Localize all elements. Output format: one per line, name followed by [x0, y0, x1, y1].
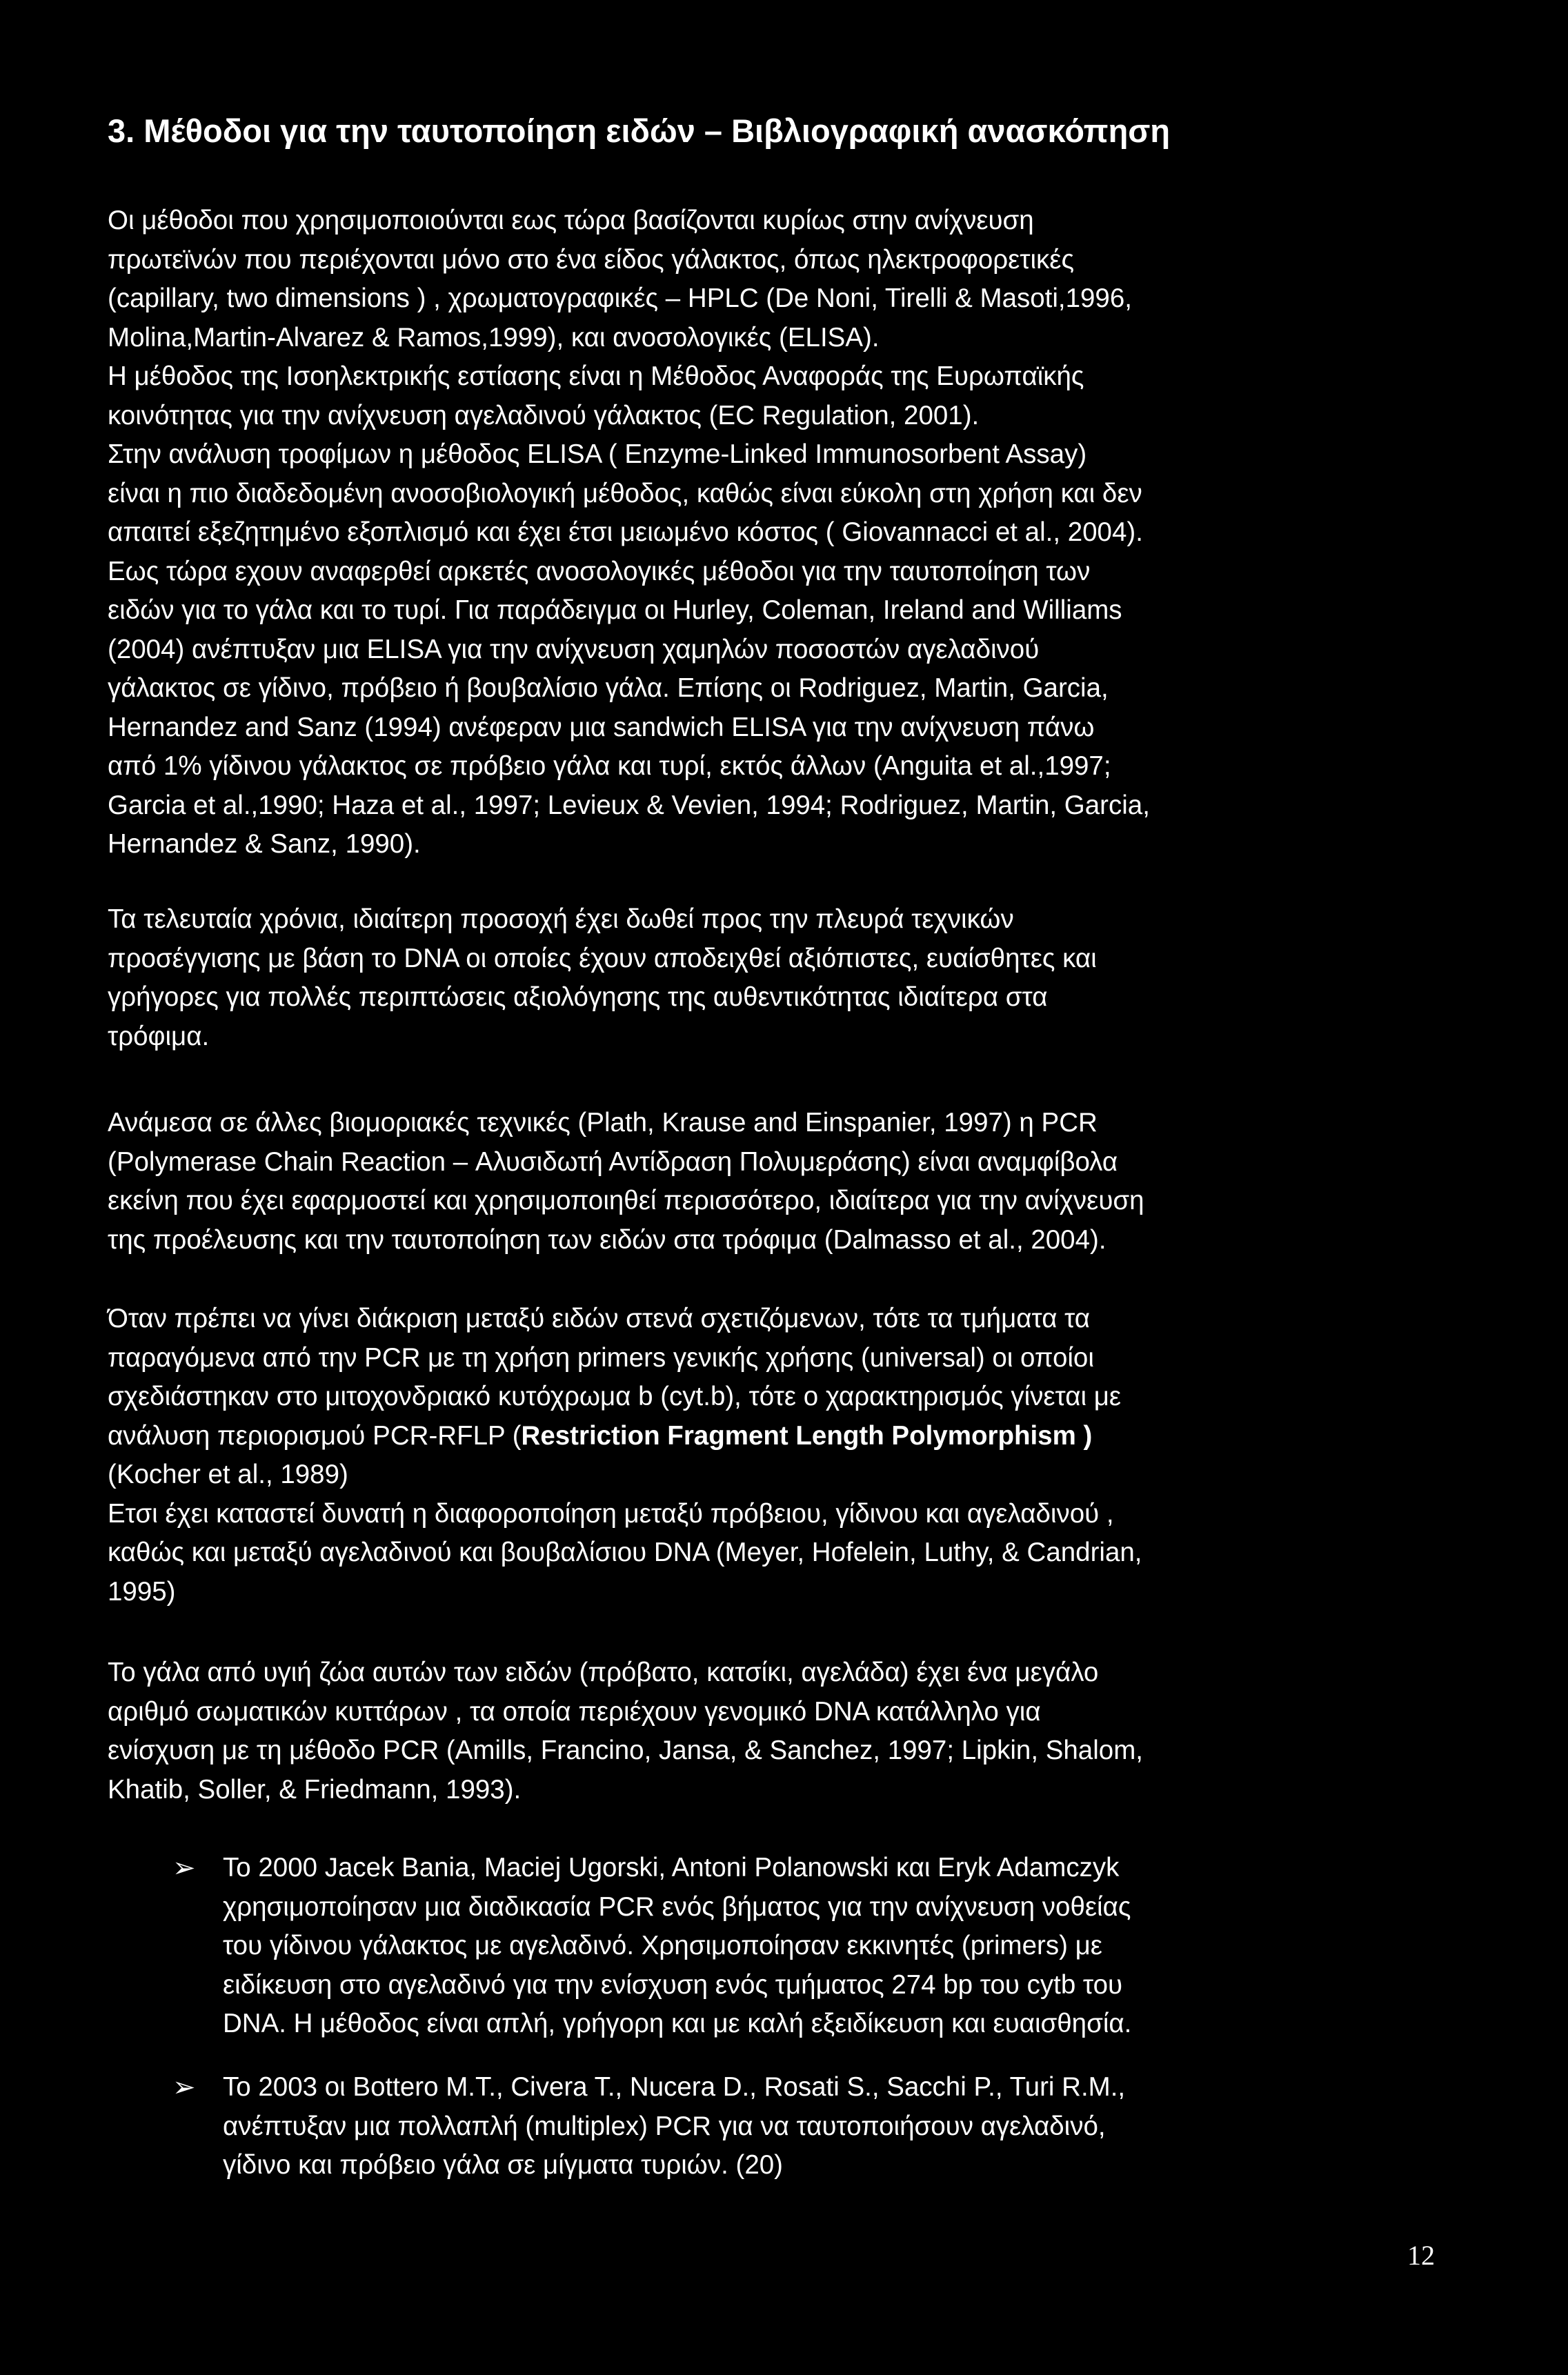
paragraph-line: 1995)	[108, 1576, 176, 1607]
paragraph-line: Ανάμεσα σε άλλες βιομοριακές τεχνικές (Plath, Krause and Einspanier, 1997) η PCR	[108, 1108, 1098, 1137]
paragraph-1	[108, 201, 1440, 864]
paragraph-line: σχεδιάστηκαν στο μιτοχονδριακό κυτόχρωμα b (cyt.b), τότε ο χαρακτηρισμός γίνεται με	[108, 1382, 1122, 1411]
bullet-item-1	[223, 1849, 1440, 2044]
bullet-item-2	[223, 2068, 1440, 2185]
paragraph-line: Εως τώρα εχουν αναφερθεί αρκετές ανοσολογικές μέθοδοι για την ταυτοποίηση των	[108, 556, 1091, 586]
paragraph-line: είναι η πιο διαδεδομένη ανοσοβιολογική μέθοδος, καθώς είναι εύκολη στη χρήση και δεν	[108, 478, 1142, 508]
paragraph-line: (2004) ανέπτυξαν μια ELISA για την ανίχνευση χαμηλών ποσοστών αγελαδινού	[108, 634, 1040, 664]
line-prefix: ανάλυση περιορισμού PCR-RFLP (	[108, 1420, 522, 1451]
paragraph-line: Τα τελευταία χρόνια, ιδιαίτερη προσοχή έχει δωθεί προς την πλευρά τεχνικών	[108, 904, 1014, 934]
paragraph-4	[108, 1300, 1440, 1611]
paragraph-line	[108, 1417, 1440, 1456]
paragraph-line: τρόφιμα.	[108, 1021, 210, 1051]
paragraph-line: παραγόμενα από την PCR με τη χρήση primers γενικής χρήσης (universal) οι οποίοι	[108, 1342, 1094, 1373]
paragraph-line: της προέλευσης και την ταυτοποίηση των ειδών στα τρόφιμα (Dalmasso et al., 2004).	[108, 1224, 1106, 1255]
paragraph-2	[108, 900, 1440, 1056]
section-heading: 3. Μέθοδοι για την ταυτοποίηση ειδών – Βιβλιογραφική ανασκόπηση	[108, 112, 1171, 149]
arrow-bullet-icon: ➢	[172, 2071, 196, 2103]
paragraph-line: καθώς και μεταξύ αγελαδινού και βουβαλίσιου DNA (Meyer, Hofelein, Luthy, & Candrian,	[108, 1538, 1142, 1567]
bullet-line: Το 2003 οι Bottero M.T., Civera T., Nucera D., Rosati S., Sacchi P., Turi R.M.,	[223, 2072, 1126, 2102]
paragraph-line: γρήγορες για πολλές περιπτώσεις αξιολόγησης της αυθεντικότητας ιδιαίτερα στα	[108, 982, 1048, 1012]
paragraph-line: πρωτεϊνών που περιέχονται μόνο στο ένα είδος γάλακτος, όπως ηλεκτροφορετικές	[108, 244, 1075, 275]
paragraph-line: Hernandez and Sanz (1994) ανέφεραν μια sandwich ELISA για την ανίχνευση πάνω	[108, 712, 1095, 742]
paragraph-line: Khatib, Soller, & Friedmann, 1993).	[108, 1774, 522, 1805]
bullet-line: ειδίκευση στο αγελαδινό για την ενίσχυση ενός τμήματος 274 bp του cytb του	[223, 1969, 1123, 2000]
paragraph-line: Όταν πρέπει να γίνει διάκριση μεταξύ ειδών στενά σχετιζόμενων, τότε τα τμήματα τα	[108, 1304, 1091, 1333]
bullet-line: DNA. Η μέθοδος είναι απλή, γρήγορη και με καλή εξειδίκευση και ευαισθησία.	[223, 2009, 1132, 2038]
paragraph-line: (Kocher et al., 1989)	[108, 1460, 348, 1489]
paragraph-line: Η μέθοδος της Ισοηλεκτρικής εστίασης είναι η Μέθοδος Αναφοράς της Ευρωπαϊκής	[108, 361, 1084, 391]
paragraph-line: Molina,Martin-Alvarez & Ramos,1999), και ανοσολογικές (ELISA).	[108, 322, 880, 352]
paragraph-line: ειδών για το γάλα και το τυρί. Για παράδειγμα οι Hurley, Coleman, Ireland and Williams	[108, 595, 1122, 625]
paragraph-line: Στην ανάλυση τροφίμων η μέθοδος ELISA ( Enzyme-Linked Immunosorbent Assay)	[108, 439, 1087, 469]
page-number: 12	[1407, 2240, 1435, 2271]
paragraph-line: από 1% γίδινου γάλακτος σε πρόβειο γάλα και τυρί, εκτός άλλων (Anguita et al.,1997;	[108, 751, 1111, 781]
paragraph-line: αριθμό σωματικών κυττάρων , τα οποία περιέχουν γενομικό DNA κατάλληλο για	[108, 1696, 1041, 1727]
bullet-line: χρησιμοποίησαν μια διαδικασία PCR ενός βήματος για την ανίχνευση νοθείας	[223, 1891, 1131, 1922]
paragraph-line: Το γάλα από υγιή ζώα αυτών των ειδών (πρόβατο, κατσίκι, αγελάδα) έχει ένα μεγάλο	[108, 1658, 1099, 1687]
paragraph-3	[108, 1104, 1440, 1260]
bold-term: Restriction Fragment Length Polymorphism )	[521, 1420, 1093, 1451]
bullet-line: γίδινο και πρόβειο γάλα σε μίγματα τυριών. (20)	[223, 2150, 783, 2180]
paragraph-line: Garcia et al.,1990; Haza et al., 1997; Levieux & Vevien, 1994; Rodriguez, Martin, Garcia,	[108, 790, 1150, 820]
paragraph-line: Hernandez & Sanz, 1990).	[108, 829, 421, 859]
bullet-line: ανέπτυξαν μια πολλαπλή (multiplex) PCR για να ταυτοποιήσουν αγελαδινό,	[223, 2111, 1106, 2141]
paragraph-line: Οι μέθοδοι που χρησιμοποιούνται εως τώρα βασίζονται κυρίως στην ανίχνευση	[108, 206, 1034, 235]
paragraph-line: (Polymerase Chain Reaction – Αλυσιδωτή Αντίδραση Πολυμεράσης) είναι αναμφίβολα	[108, 1146, 1118, 1177]
paragraph-line: (capillary, two dimensions ) , χρωματογραφικές – HPLC (De Noni, Tirelli & Masoti,1996,	[108, 284, 1132, 313]
paragraph-line: εκείνη που έχει εφαρμοστεί και χρησιμοποιηθεί περισσότερο, ιδιαίτερα για την ανίχνευση	[108, 1186, 1144, 1215]
arrow-bullet-icon: ➢	[172, 1852, 196, 1884]
paragraph-line: ενίσχυση με τη μέθοδο PCR (Amills, Francino, Jansa, & Sanchez, 1997; Lipkin, Shalom,	[108, 1736, 1143, 1765]
paragraph-line: Ετσι έχει καταστεί δυνατή η διαφοροποίηση μεταξύ πρόβειου, γίδινου και αγελαδινού ,	[108, 1498, 1114, 1529]
paragraph-line: κοινότητας για την ανίχνευση αγελαδινού γάλακτος (EC Regulation, 2001).	[108, 400, 980, 430]
paragraph-5	[108, 1653, 1440, 1809]
paragraph-line: προσέγγισης με βάση το DNA οι οποίες έχουν αποδειχθεί αξιόπιστες, ευαίσθητες και	[108, 943, 1097, 973]
paragraph-line: γάλακτος σε γίδινο, πρόβειο ή βουβαλίσιο γάλα. Επίσης οι Rodriguez, Martin, Garcia,	[108, 673, 1109, 703]
bullet-line: Το 2000 Jacek Bania, Maciej Ugorski, Antoni Polanowski και Eryk Adamczyk	[223, 1853, 1120, 1882]
bullet-line: του γίδινου γάλακτος με αγελαδινό. Χρησιμοποίησαν εκκινητές (primers) με	[223, 1931, 1102, 1960]
paragraph-line: απαιτεί εξεζητημένο εξοπλισμό και έχει έτσι μειωμένο κόστος ( Giovannacci et al., 2004).	[108, 517, 1143, 547]
